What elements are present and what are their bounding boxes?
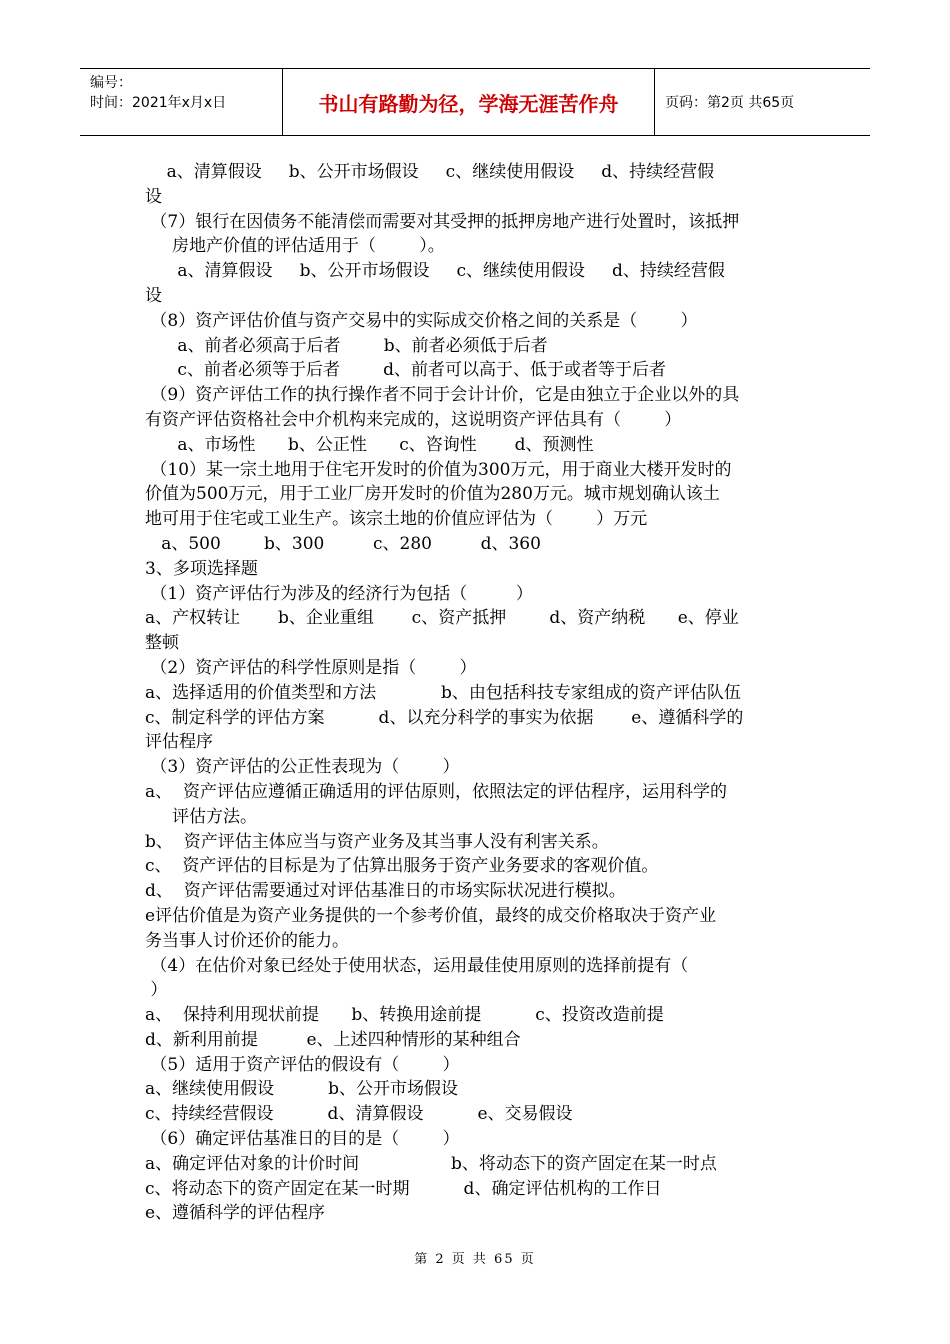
text-line: 3、多项选择题 bbox=[145, 558, 258, 579]
text-line: c、制定科学的评估方案 d、以充分科学的事实为依据 e、遵循科学的 bbox=[145, 707, 744, 728]
text-line: a、前者必须高于后者 b、前者必须低于后者 bbox=[145, 335, 548, 356]
text-line: a、产权转让 b、企业重组 c、资产抵押 d、资产纳税 e、停业 bbox=[145, 608, 739, 629]
text-line: a、确定评估对象的计价时间 b、将动态下的资产固定在某一时点 bbox=[145, 1153, 717, 1174]
header-meta bbox=[80, 69, 283, 135]
text-line: c、将动态下的资产固定在某一时期 d、确定评估机构的工作日 bbox=[145, 1178, 662, 1199]
text-line: （5）适用于资产评估的假设有（ ） bbox=[145, 1054, 460, 1075]
text-line: e、遵循科学的评估程序 bbox=[145, 1203, 326, 1224]
text-line: a、市场性 b、公正性 c、咨询性 d、预测性 bbox=[145, 434, 594, 455]
text-line: 价值为500万元，用于工业厂房开发时的价值为280万元。城市规划确认该土 bbox=[145, 484, 720, 505]
text-line: 设 bbox=[145, 186, 162, 207]
text-line: e评估价值是为资产业务提供的一个参考价值，最终的成交价格取决于资产业 bbox=[145, 905, 717, 926]
text-line: （3）资产评估的公正性表现为（ ） bbox=[145, 757, 460, 778]
page-header bbox=[80, 68, 870, 136]
text-line: （9）资产评估工作的执行操作者不同于会计计价，它是由独立于企业以外的具 bbox=[145, 385, 740, 406]
text-line: a、继续使用假设 b、公开市场假设 bbox=[145, 1079, 459, 1100]
text-line: （7）银行在因债务不能清偿而需要对其受押的抵押房地产进行处置时，该抵押 bbox=[145, 211, 740, 232]
time-label: 时间：2021年x月x日 bbox=[90, 95, 227, 111]
text-line: c、持续经营假设 d、清算假设 e、交易假设 bbox=[145, 1104, 573, 1125]
text-line: 整顿 bbox=[145, 633, 179, 654]
text-line: a、选择适用的价值类型和方法 b、由包括科技专家组成的资产评估队伍 bbox=[145, 682, 741, 703]
text-line: 务当事人讨价还价的能力。 bbox=[145, 930, 349, 951]
text-line: （1）资产评估行为涉及的经济行为包括（ ） bbox=[145, 583, 533, 604]
text-line: 评估程序 bbox=[145, 732, 213, 753]
text-line: （10）某一宗土地用于住宅开发时的价值为300万元，用于商业大楼开发时的 bbox=[145, 459, 732, 480]
text-line: c、前者必须等于后者 d、前者可以高于、低于或者等于后者 bbox=[145, 360, 667, 381]
text-line: （2）资产评估的科学性原则是指（ ） bbox=[145, 657, 477, 678]
header-motto: 书山有路勤为径，学海无涯苦作舟 bbox=[283, 69, 655, 135]
text-line: c、 资产评估的目标是为了估算出服务于资产业务要求的客观价值。 bbox=[145, 856, 659, 877]
text-line: d、新利用前提 e、上述四种情形的某种组合 bbox=[145, 1029, 521, 1050]
text-line: a、清算假设 b、公开市场假设 c、继续使用假设 d、持续经营假 bbox=[145, 261, 725, 282]
text-line: （4）在估价对象已经处于使用状态，运用最佳使用原则的选择前提有（ bbox=[145, 955, 689, 976]
text-line: a、 保持利用现状前提 b、转换用途前提 c、投资改造前提 bbox=[145, 1005, 664, 1026]
text-line: d、 资产评估需要通过对评估基准日的市场实际状况进行模拟。 bbox=[145, 881, 626, 902]
document-body bbox=[145, 160, 810, 1226]
header-page-info: 页码：第2页 共65页 bbox=[665, 95, 795, 111]
text-line: 地可用于住宅或工业生产。该宗土地的价值应评估为（ ）万元 bbox=[145, 509, 648, 530]
text-line: （8）资产评估价值与资产交易中的实际成交价格之间的关系是（ ） bbox=[145, 310, 698, 331]
number-label: 编号： bbox=[90, 75, 132, 91]
text-line: ） bbox=[145, 980, 168, 1001]
text-line: （6）确定评估基准日的目的是（ ） bbox=[145, 1129, 460, 1150]
text-line: 房地产价值的评估适用于（ ）。 bbox=[145, 236, 445, 257]
text-line: a、500 b、300 c、280 d、360 bbox=[145, 533, 541, 554]
text-line: 有资产评估资格社会中介机构来完成的，这说明资产评估具有（ ） bbox=[145, 409, 682, 430]
page-footer: 第 2 页 共 65 页 bbox=[414, 1252, 536, 1267]
text-line: 评估方法。 bbox=[145, 806, 258, 827]
text-line: b、 资产评估主体应当与资产业务及其当事人没有利害关系。 bbox=[145, 831, 609, 852]
text-line: 设 bbox=[145, 285, 162, 306]
text-line: a、 资产评估应遵循正确适用的评估原则，依照法定的评估程序，运用科学的 bbox=[145, 781, 727, 802]
text-line: a、清算假设 b、公开市场假设 c、继续使用假设 d、持续经营假 bbox=[145, 162, 715, 182]
